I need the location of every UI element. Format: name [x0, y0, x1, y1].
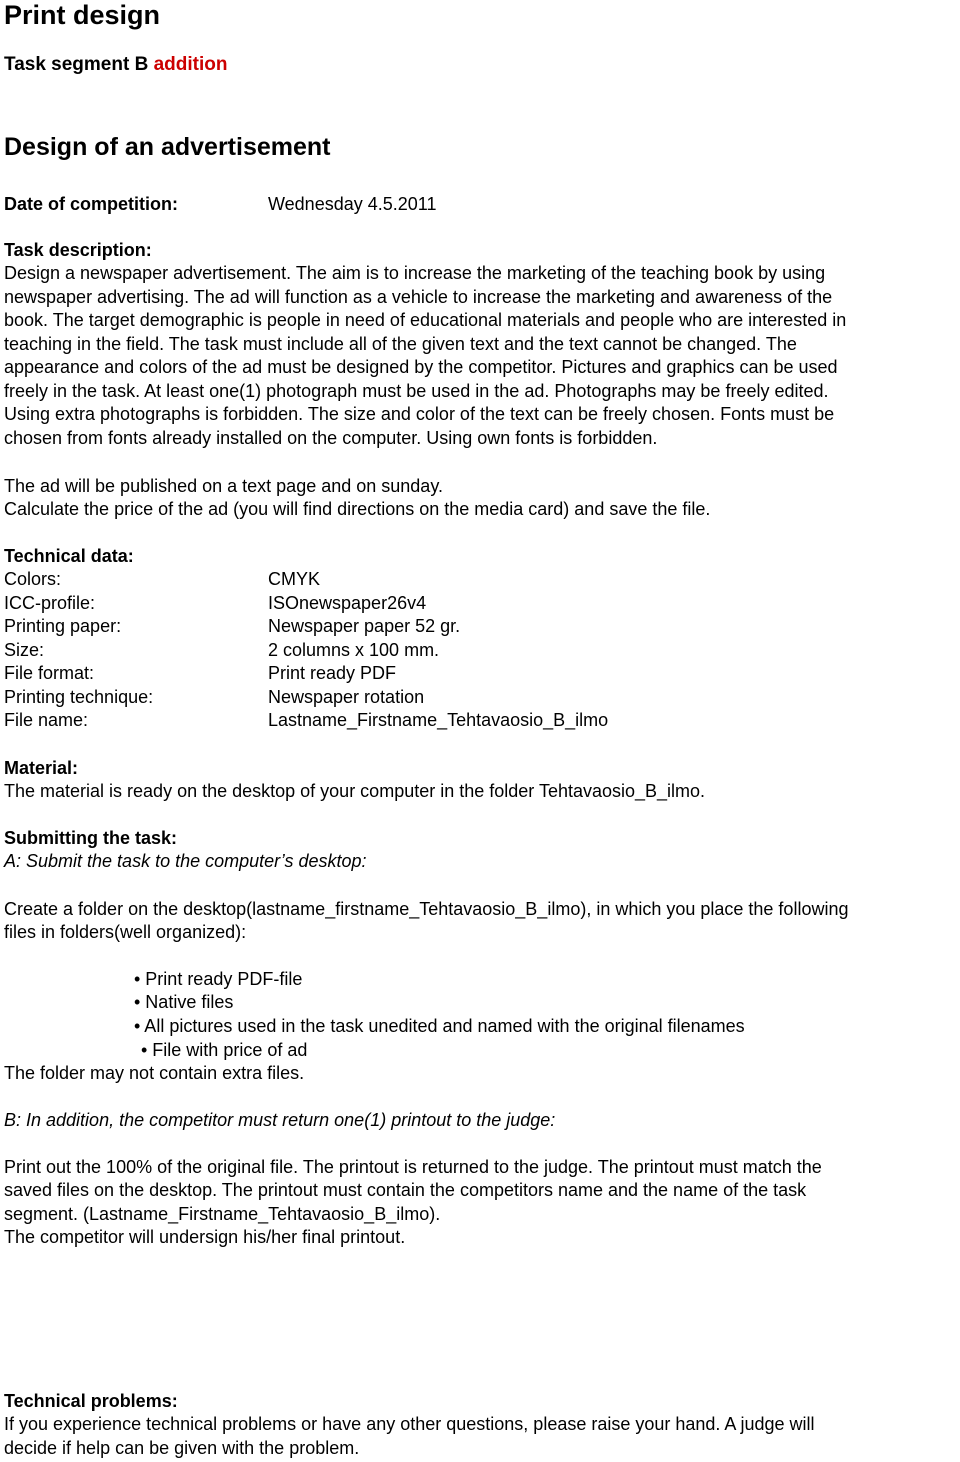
create-folder-line: Create a folder on the desktop(lastname_firstname_Tehtavaosio_B_ilmo), in which you place the following	[4, 899, 849, 919]
tech-label-colors: Colors:	[4, 569, 62, 589]
tech-label-icc: ICC-profile:	[4, 593, 96, 613]
task-description-heading: Task description:	[4, 240, 152, 260]
task-line: freely in the task. At least one(1) photograph must be used in the ad. Photographs may be freely edited.	[4, 381, 829, 401]
technical-data-heading: Technical data:	[4, 546, 134, 566]
tech-value-icc: ISOnewspaper26v4	[268, 593, 427, 613]
problems-line: decide if help can be given with the problem.	[4, 1438, 360, 1458]
tech-value-filename: Lastname_Firstname_Tehtavaosio_B_ilmo	[268, 710, 609, 730]
task-line: chosen from fonts already installed on the computer. Using own fonts is forbidden.	[4, 428, 658, 448]
tech-value-size: 2 columns x 100 mm.	[268, 640, 440, 660]
printout-line: Print out the 100% of the original file. The printout is returned to the judge. The printout must match the	[4, 1157, 822, 1177]
tech-label-filename: File name:	[4, 710, 89, 730]
task-line: appearance and colors of the ad must be designed by the competitor. Pictures and graphics can be used	[4, 357, 838, 377]
document-subtitle: Design of an advertisement	[4, 133, 331, 161]
problems-line: If you experience technical problems or have any other questions, please raise your hand. A judge will	[4, 1414, 815, 1434]
tech-label-format: File format:	[4, 663, 95, 683]
technical-problems-heading: Technical problems:	[4, 1391, 178, 1411]
list-item: • Native files	[134, 992, 234, 1012]
submitting-heading: Submitting the task:	[4, 828, 178, 848]
create-folder-line: files in folders(well organized):	[4, 922, 247, 942]
page-title: Print design	[4, 0, 161, 30]
tech-value-paper: Newspaper paper 52 gr.	[268, 616, 461, 636]
list-item: • All pictures used in the task unedited and named with the original filenames	[134, 1016, 745, 1036]
task-line: book. The target demographic is people in need of educational materials and people who are interested in	[4, 310, 847, 330]
list-item: • Print ready PDF-file	[134, 969, 303, 989]
task-line: teaching in the field. The task must include all of the given text and the text cannot be changed. The	[4, 334, 797, 354]
date-label: Date of competition:	[4, 194, 178, 214]
task-line: Using extra photographs is forbidden. The size and color of the text can be freely chosen. Fonts must be	[4, 404, 835, 424]
submit-part-a: A: Submit the task to the computer’s desktop:	[4, 851, 367, 871]
task-segment-accent: addition	[153, 54, 228, 75]
task-line: newspaper advertising. The ad will function as a vehicle to increase the marketing and awareness of the	[4, 287, 833, 307]
publish-line: The ad will be published on a text page and on sunday.	[4, 476, 443, 496]
list-item: • File with price of ad	[141, 1040, 308, 1060]
task-segment	[4, 54, 227, 76]
tech-value-colors: CMYK	[268, 569, 321, 589]
price-line: Calculate the price of the ad (you will find directions on the media card) and save the file.	[4, 499, 711, 519]
task-segment-label: Task segment B	[4, 54, 149, 75]
material-heading: Material:	[4, 758, 79, 778]
submit-part-b: B: In addition, the competitor must return one(1) printout to the judge:	[4, 1110, 556, 1130]
material-text: The material is ready on the desktop of your computer in the folder Tehtavaosio_B_ilmo.	[4, 781, 706, 801]
tech-label-paper: Printing paper:	[4, 616, 122, 636]
printout-line: saved files on the desktop. The printout must contain the competitors name and the name of the task	[4, 1180, 807, 1200]
date-value: Wednesday 4.5.2011	[268, 194, 437, 214]
tech-label-size: Size:	[4, 640, 45, 660]
tech-value-technique: Newspaper rotation	[268, 687, 425, 707]
printout-line: segment. (Lastname_Firstname_Tehtavaosio_B_ilmo).	[4, 1204, 441, 1224]
tech-label-technique: Printing technique:	[4, 687, 154, 707]
tech-value-format: Print ready PDF	[268, 663, 397, 683]
task-line: Design a newspaper advertisement. The aim is to increase the marketing of the teaching book by using	[4, 263, 826, 283]
no-extra-files-line: The folder may not contain extra files.	[4, 1063, 305, 1083]
undersign-line: The competitor will undersign his/her final printout.	[4, 1227, 406, 1247]
